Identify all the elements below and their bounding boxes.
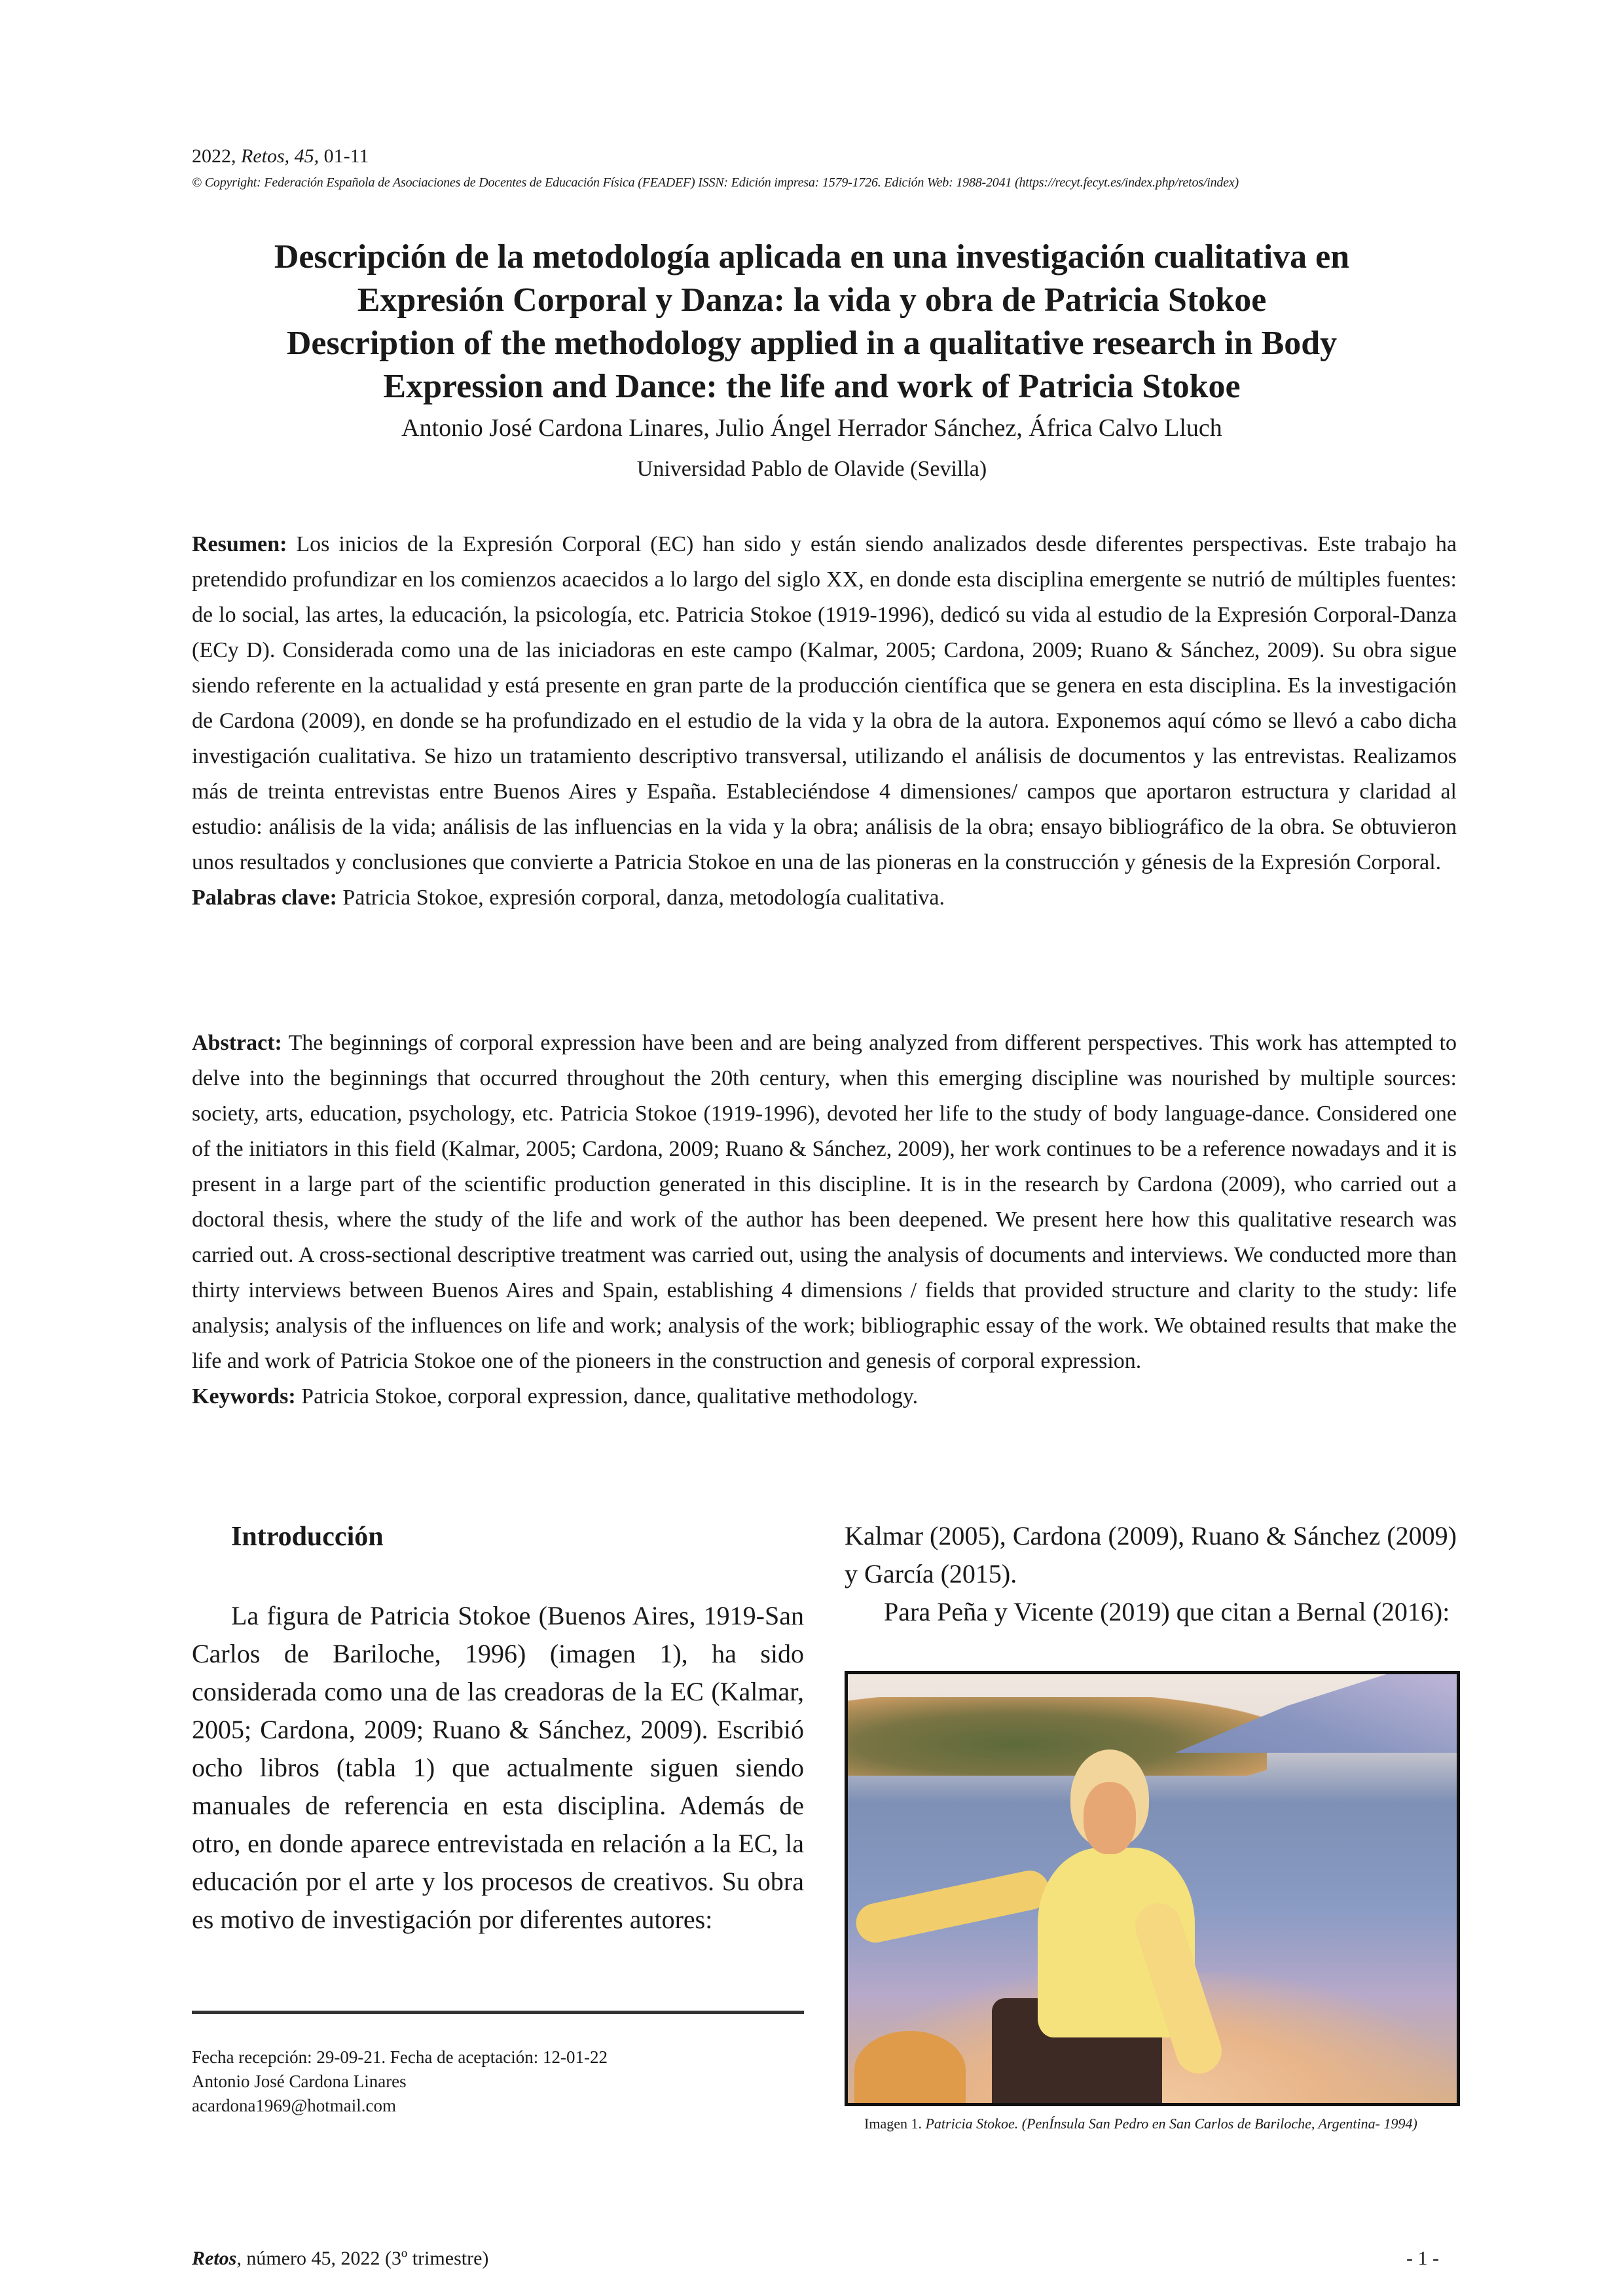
- footnote-email[interactable]: acardona1969@hotmail.com: [192, 2096, 397, 2115]
- title-es-line1: Descripción de la metodología aplicada en una investigación cualitativa en: [274, 238, 1350, 276]
- keywords-label: Keywords:: [192, 1384, 296, 1408]
- copyright-line: © Copyright: Federación Española de Asociaciones de Docentes de Educación Física (FEADEF) ISSN: Edición impresa: 1579-1726. Edición Web: 1988-2041 (https://recyt.fecyt.es/index.php/retos/index): [192, 175, 1239, 190]
- footnote-divider: [192, 2011, 804, 2014]
- abstract-paragraph: [192, 1026, 1457, 1379]
- right-column: [845, 1517, 1457, 1631]
- figure-photo-patricia-stokoe: [845, 1671, 1460, 2106]
- affiliation: Universidad Pablo de Olavide (Sevilla): [636, 457, 987, 481]
- resumen-text: Los inicios de la Expresión Corporal (EC) han sido y están siendo analizados desde diferentes perspectivas. Este trabajo ha pretendido profundizar en los comienzos acaecidos a lo largo del siglo XX, en donde esta disciplina emergente se nutrió de múltiples fuentes: de lo social, las artes, la educación, la psicología, etc. Patricia Stokoe (1919-1996), dedicó su vida al estudio de la Expresión Corporal-Danza (ECy D). Considerada como una de las iniciadoras en este campo (Kalmar, 2005; Cardona, 2009; Ruano & Sánchez, 2009). Su obra sigue siendo referente en la actualidad y está presente en gran parte de la producción científica que se genera en esta disciplina. Es la investigación de Cardona (2009), en donde se ha profundizado en el estudio de la vida y la obra de la autora. Exponemos aquí cómo se llevó a cabo dicha investigación cualitativa. Se hizo un tratamiento descriptivo transversal, utilizando el análisis de documentos y las entrevistas. Realizamos más de treinta entrevistas entre Buenos Aires y España. Estableciéndose 4 dimensiones/ campos que aportaron estructura y claridad al estudio: análisis de la vida; análisis de las influencias en la vida y la obra; análisis de la obra; ensayo bibliográfico de la obra. Se obtuvieron unos resultados y conclusiones que convierte a Patricia Stokoe en una de las pioneras en la construcción y génesis de la Expresión Corporal.: [192, 532, 1457, 874]
- title-en-line2: Expression and Dance: the life and work of Patricia Stokoe: [383, 368, 1241, 405]
- abstract-section: [192, 1026, 1457, 1414]
- photo-person: [966, 1749, 1293, 2103]
- header-year: 2022,: [192, 145, 241, 167]
- footer-journal-info: [192, 2248, 488, 2270]
- footnote-author: Antonio José Cardona Linares: [192, 2072, 407, 2091]
- section-heading-introduccion: Introducción: [231, 1522, 384, 1552]
- left-column: [192, 1517, 804, 1939]
- intro-paragraph-1-cont: Kalmar (2005), Cardona (2009), Ruano & Sánchez (2009) y García (2015).: [845, 1521, 1457, 1588]
- title-es-line2: Expresión Corporal y Danza: la vida y obra de Patricia Stokoe: [357, 281, 1267, 319]
- intro-paragraph-1: La figura de Patricia Stokoe (Buenos Aires, 1919-San Carlos de Bariloche, 1996) (imagen 1), ha sido considerada como una de las creadoras de la EC (Kalmar, 2005; Cardona, 2009; Ruano & Sánchez, 2009). Escribió ocho libros (tabla 1) que actualmente siguen siendo manuales de referencia en esta disciplina. Además de otro, en donde aparece entrevistada en relación a la EC, la educación por el arte y los procesos de creativos. Su obra es motivo de investigación por diferentes autores:: [192, 1601, 804, 1934]
- palabras-clave-label: Palabras clave:: [192, 886, 337, 910]
- resumen-section: [192, 527, 1457, 916]
- keywords: [192, 1379, 1457, 1414]
- footnote-dates: Fecha recepción: 29-09-21. Fecha de aceptación: 12-01-22: [192, 2047, 608, 2067]
- figure-label: Imagen 1.: [864, 2115, 926, 2132]
- header-journal: Retos, 45,: [241, 145, 319, 167]
- running-header: [192, 145, 369, 168]
- page-number: - 1 -: [1406, 2248, 1439, 2269]
- title-en-line1: Description of the methodology applied in a qualitative research in Body: [286, 325, 1338, 362]
- keywords-text: Patricia Stokoe, corporal expression, dance, qualitative methodology.: [295, 1384, 919, 1408]
- palabras-clave: [192, 880, 1457, 916]
- intro-paragraph-2: Para Peña y Vicente (2019) que citan a Bernal (2016):: [884, 1597, 1450, 1626]
- abstract-label: Abstract:: [192, 1031, 282, 1055]
- header-pages: 01-11: [319, 145, 369, 167]
- authors: Antonio José Cardona Linares, Julio Ángel Herrador Sánchez, África Calvo Lluch: [401, 414, 1222, 442]
- figure-caption-text: Patricia Stokoe. (PenÍnsula San Pedro en San Carlos de Bariloche, Argentina- 1994): [925, 2115, 1417, 2132]
- abstract-text: The beginnings of corporal expression have been and are being analyzed from different perspectives. This work has attempted to delve into the beginnings that occurred throughout the 20th century, when this emerging discipline was nourished by multiple sources: society, arts, education, psychology, etc. Patricia Stokoe (1919-1996), devoted her life to the study of body language-dance. Considered one of the initiators in this field (Kalmar, 2005; Cardona, 2009; Ruano & Sánchez, 2009), her work continues to be a reference nowadays and it is present in a large part of the scientific production generated in this discipline. It is in the research by Cardona (2009), who carried out a doctoral thesis, where the study of the life and work of the author has been deepened. We present here how this qualitative research was carried out. A cross-sectional descriptive treatment was carried out, using the analysis of documents and interviews. We conducted more than thirty interviews between Buenos Aires and Spain, establishing 4 dimensions / fields that provided structure and clarity to the study: life analysis; analysis of the influences on life and work; analysis of the work; bibliographic essay of the work. We obtained results that make the life and work of Patricia Stokoe one of the pioneers in the construction and genesis of corporal expression.: [192, 1031, 1457, 1373]
- photo-basket: [854, 2031, 966, 2103]
- photo-image: [848, 1674, 1457, 2103]
- footnote: [192, 2045, 804, 2118]
- photo-arm-left: [852, 1867, 1053, 1946]
- footer-issue: , número 45, 2022 (3º trimestre): [236, 2248, 489, 2269]
- article-title: [164, 236, 1460, 408]
- figure-caption: [864, 2115, 1417, 2132]
- footer-journal: Retos: [192, 2248, 237, 2269]
- palabras-clave-text: Patricia Stokoe, expresión corporal, danza, metodología cualitativa.: [337, 886, 945, 910]
- resumen-paragraph: [192, 527, 1457, 880]
- resumen-label: Resumen:: [192, 532, 287, 556]
- photo-face: [1084, 1782, 1136, 1854]
